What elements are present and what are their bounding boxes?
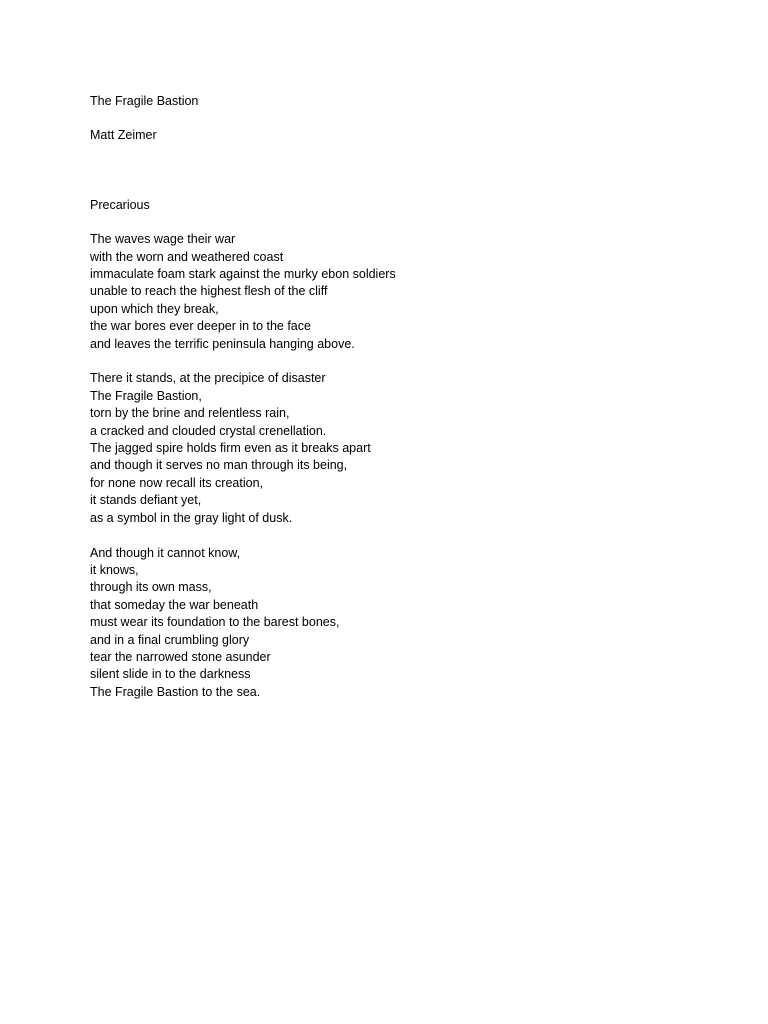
document-author: Matt Zeimer — [90, 128, 157, 143]
poem-line: a cracked and clouded crystal crenellation. — [90, 423, 327, 438]
poem-line: and though it serves no man through its being, — [90, 458, 348, 473]
poem-line: with the worn and weathered coast — [90, 249, 284, 264]
poem-line: And though it cannot know, — [90, 545, 241, 560]
poem-line: The Fragile Bastion to the sea. — [90, 684, 261, 699]
poem-line: the war bores ever deeper in to the face — [90, 319, 311, 334]
poem-line: and leaves the terrific peninsula hanging above. — [90, 336, 355, 351]
poem-line: The jagged spire holds firm even as it breaks apart — [90, 441, 371, 456]
stanza-1 — [90, 231, 690, 353]
poem-line: unable to reach the highest flesh of the cliff — [90, 284, 328, 299]
poem-line: through its own mass, — [90, 580, 212, 595]
poem-line: The Fragile Bastion, — [90, 388, 202, 403]
poem-line: The waves wage their war — [90, 232, 236, 247]
poem-title: Precarious — [90, 197, 150, 212]
poem-line: upon which they break, — [90, 301, 219, 316]
poem-line: it stands defiant yet, — [90, 493, 202, 508]
poem-line: immaculate foam stark against the murky ebon soldiers — [90, 267, 396, 282]
poem-line: it knows, — [90, 562, 139, 577]
stanza-3 — [90, 545, 690, 702]
poem-line: and in a final crumbling glory — [90, 632, 250, 647]
document-body — [90, 93, 690, 701]
poem-line: tear the narrowed stone asunder — [90, 649, 271, 664]
poem-line: must wear its foundation to the barest bones, — [90, 615, 340, 630]
poem-line: torn by the brine and relentless rain, — [90, 406, 290, 421]
poem-line: for none now recall its creation, — [90, 475, 264, 490]
poem-line: silent slide in to the darkness — [90, 667, 251, 682]
poem-line: There it stands, at the precipice of disaster — [90, 371, 326, 386]
poem-line: that someday the war beneath — [90, 597, 259, 612]
stanza-2 — [90, 370, 690, 527]
poem-line: as a symbol in the gray light of dusk. — [90, 510, 293, 525]
document-title: The Fragile Bastion — [90, 94, 199, 108]
